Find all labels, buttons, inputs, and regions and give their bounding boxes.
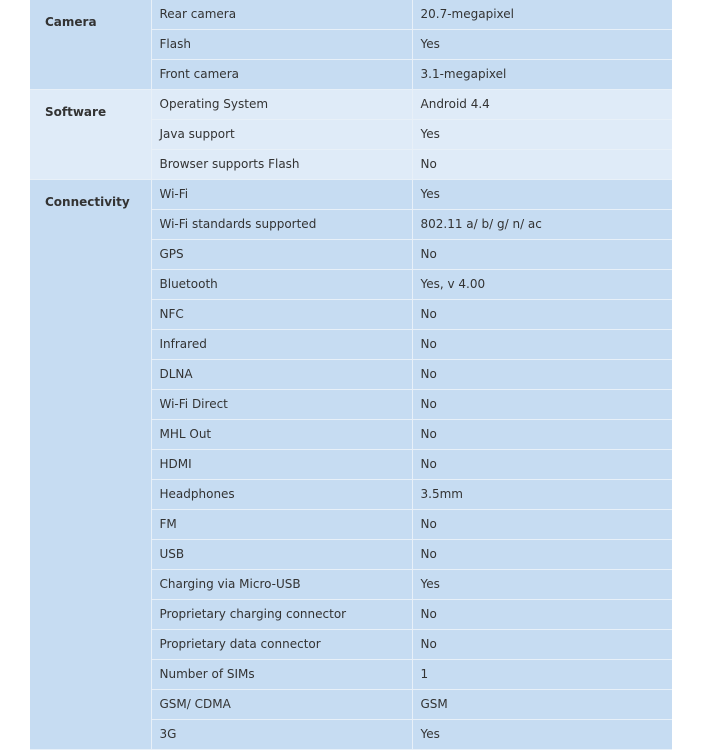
feature-cell [151,660,412,690]
feature-label: HDMI [159,456,192,471]
feature-cell [151,360,412,390]
value-cell [412,360,672,390]
value-cell [412,660,672,690]
feature-cell [151,180,412,210]
value-label: Yes [420,726,440,741]
value-cell [412,330,672,360]
value-label: No [420,606,437,621]
value-cell [412,180,672,210]
value-cell [412,450,672,480]
feature-label: Operating System [159,96,269,111]
feature-cell [151,450,412,480]
feature-label: Charging via Micro-USB [159,576,301,591]
feature-label: Proprietary data connector [159,636,321,651]
feature-label: USB [159,546,185,561]
feature-label: DLNA [159,366,193,381]
feature-label: NFC [159,306,184,321]
value-cell [412,510,672,540]
feature-cell [151,0,412,30]
feature-label: Browser supports Flash [159,156,300,171]
value-cell [412,480,672,510]
value-cell [412,60,672,90]
value-label: Yes [420,576,440,591]
feature-label: GPS [159,246,184,261]
feature-label: Flash [159,36,191,51]
value-label: Android 4.4 [420,96,490,111]
feature-cell [151,480,412,510]
feature-cell [151,540,412,570]
value-label: No [420,366,437,381]
feature-label: Infrared [159,336,207,351]
spec-table [30,0,672,750]
feature-cell [151,720,412,750]
feature-label: GSM/ CDMA [159,696,231,711]
value-cell [412,150,672,180]
value-cell [412,420,672,450]
category-label: Connectivity [30,180,151,750]
value-label: 1 [420,666,429,681]
feature-cell [151,90,412,120]
feature-label: 3G [159,726,177,741]
feature-cell [151,210,412,240]
feature-cell [151,330,412,360]
category-label: Software [30,90,151,180]
value-label: No [420,456,437,471]
value-cell [412,300,672,330]
feature-label: FM [159,516,177,531]
feature-label: Front camera [159,66,239,81]
feature-label: Wi-Fi [159,186,189,201]
feature-cell [151,510,412,540]
feature-cell [151,240,412,270]
value-label: No [420,636,437,651]
value-label: Yes, v 4.00 [420,276,486,291]
table-row [30,90,672,120]
value-cell [412,690,672,720]
category-label: Camera [30,0,151,90]
value-cell [412,390,672,420]
feature-cell [151,390,412,420]
feature-cell [151,600,412,630]
value-cell [412,540,672,570]
value-cell [412,90,672,120]
feature-label: Number of SIMs [159,666,255,681]
table-row [30,0,672,30]
value-cell [412,720,672,750]
feature-label: Wi-Fi Direct [159,396,228,411]
feature-cell [151,570,412,600]
spec-section-camera [30,0,672,90]
value-cell [412,270,672,300]
feature-label: Wi-Fi standards supported [159,216,317,231]
value-label: 3.1-megapixel [420,66,507,81]
feature-label: Java support [159,126,235,141]
feature-label: Proprietary charging connector [159,606,347,621]
feature-cell [151,120,412,150]
value-label: No [420,336,437,351]
value-label: Yes [420,126,440,141]
value-label: No [420,516,437,531]
feature-cell [151,30,412,60]
value-label: 3.5mm [420,486,463,501]
value-label: Yes [420,186,440,201]
feature-label: Headphones [159,486,235,501]
value-cell [412,0,672,30]
value-label: No [420,156,437,171]
value-cell [412,210,672,240]
value-label: No [420,426,437,441]
value-label: GSM [420,696,448,711]
value-label: 802.11 a/ b/ g/ n/ ac [420,216,542,231]
value-label: No [420,396,437,411]
value-cell [412,570,672,600]
value-label: No [420,306,437,321]
table-row [30,180,672,210]
value-cell [412,30,672,60]
value-cell [412,630,672,660]
value-cell [412,240,672,270]
value-label: No [420,546,437,561]
feature-label: Rear camera [159,6,237,21]
feature-cell [151,150,412,180]
feature-label: MHL Out [159,426,212,441]
feature-cell [151,300,412,330]
feature-cell [151,630,412,660]
feature-cell [151,270,412,300]
value-label: No [420,246,437,261]
feature-cell [151,60,412,90]
spec-section-software [30,90,672,180]
value-cell [412,120,672,150]
value-label: Yes [420,36,440,51]
value-cell [412,600,672,630]
feature-cell [151,690,412,720]
feature-cell [151,420,412,450]
feature-label: Bluetooth [159,276,218,291]
value-label: 20.7-megapixel [420,6,514,21]
spec-section-connectivity [30,180,672,750]
